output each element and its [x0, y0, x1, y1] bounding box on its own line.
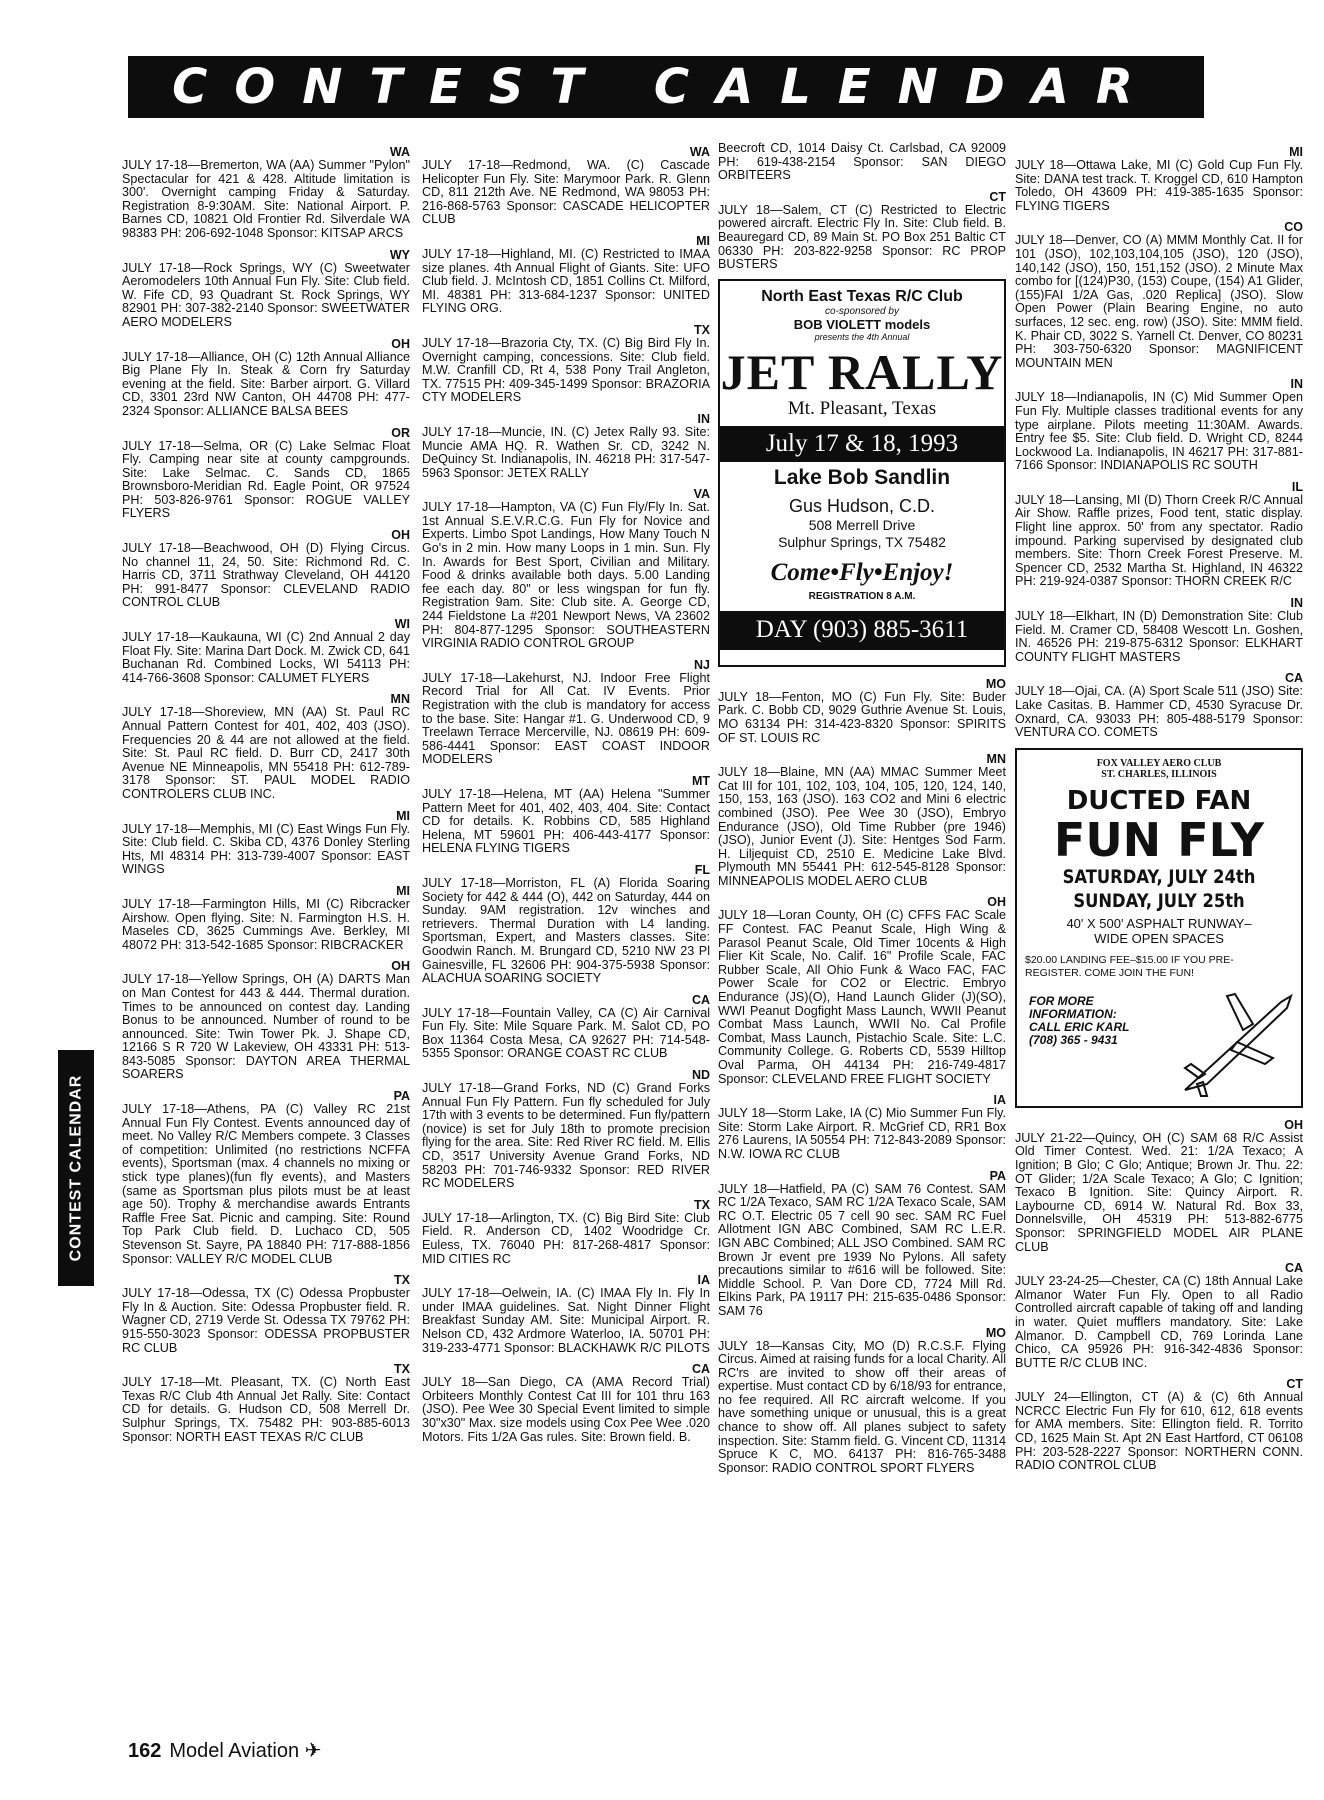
contest-listing: JULY 21-22—Quincy, OH (C) SAM 68 R/C Assist Old Timer Contest. Wed. 21: 1/2A Texaco; A Ignition; B Glo; C Glo; Antique; Brown Jr. Thu. 22: OT Glider; 1/2A Scale Texaco; A Glo; C Ignition; Texaco B Ignition. Site: Quincy Airport. R. Laybourne CD, 6914 W. Natural Rd. Box 33, Donnelsville, OH 45319 PH: 513-882-6775 Sponsor: SPRINGFIELD MODEL AIR PLANE CLUB: [1015, 1130, 1303, 1254]
state-code: FL: [694, 862, 710, 877]
contest-listing: JULY 18—Ojai, CA. (A) Sport Scale 511 (JSO) Site: Lake Casitas. B. Hammer CD, 4530 Syracuse Dr. Oxnard, CA. 93033 PH: 805-488-5179 Sponsor: VENTURA CO. COMETS: [1015, 684, 1303, 740]
ad-headline-2: FUN FLY: [1053, 812, 1265, 867]
contest-listing: JULY 18—Salem, CT (C) Restricted to Electric powered aircraft. Electric Fly In. Site: Club field. B. Beauregard CD, 89 Main St. PO Box 251 Baltic CT 06330 PH: 203-822-9258 Sponsor: RC PROP BUSTERS: [718, 202, 1006, 272]
contest-listing: JULY 18—Elkhart, IN (D) Demonstration Site: Club Field. M. Cramer CD, 58408 Wescott Ln. Goshen, IN. 46526 PH: 219-875-6312 Sponsor: ELKHART COUNTY FLIGHT MASTERS: [1015, 609, 1303, 664]
state-code: CT: [1286, 1377, 1303, 1392]
contest-listing: JULY 17-18—Hampton, VA (C) Fun Fly/Fly In. Sat. 1st Annual S.E.V.R.C.G. Fun Fly for Novice and Experts. Limbo Spot Landings, How Many Touch N Go's in 2 min. How many Loops in 1 min. Sun. Fly In. Awards for Best Sport, Civilian and Military. Food & drinks available both days. 5.00 Landing fee each day. 80" or less wingspan for fun fly. Registration 9am. Site: Club site. A. George CD, 244 Fieldstone La #201 Newport News, VA 23602 PH: 804-877-1295 Sponsor: SOUTHEASTERN VIRGINIA RADIO CONTROL GROUP: [422, 500, 710, 651]
ad-sunday: SUNDAY, JULY 25th: [1073, 889, 1245, 912]
contest-listing: JULY 17-18—Athens, PA (C) Valley RC 21st Annual Fun Fly Contest. Events announced day of meet. No Valley R/C Members compete. 3 Classes of competition: Unlimited (no restrictions NCFFA events), Sportsman (max. 4 channels no mixing or stick type planes)(fun fly events), and Masters (same as Sportsman plus pilots must be at least age 50). Trophy & merchandise awards Entrants Raffle Free Sat. Picnic and camping. Site: Round Top Park Club field. D. Luchaco CD, 505 Stevenson St. Sayre, PA 18840 PH: 717-888-1856 Sponsor: VALLEY R/C MODEL CLUB: [122, 1102, 410, 1266]
ad-phone: DAY (903) 885-3611: [720, 611, 1004, 650]
contest-listing: JULY 17-18—Beachwood, OH (D) Flying Circus. No channel 11, 24, 50. Site: Richmond Rd. C. Harris CD, 3711 Strathway Cleveland, OH 44120 PH: 991-8477 Sponsor: CLEVELAND RADIO CONTROL CLUB: [122, 541, 410, 610]
state-code: IA: [697, 1273, 710, 1288]
ad-club-name: North East Texas R/C Club: [761, 287, 963, 305]
page-footer: [128, 1738, 321, 1763]
contest-listing: JULY 18—Indianapolis, IN (C) Mid Summer Open Fun Fly. Multiple classes traditional events for any type airplane. Pilots meeting 11:30AM. Awards. Entry fee $5. Site: Club field. D. Wright CD, 8244 Lockwood La. Indianapolis, IN 46217 PH: 317-881-7166 Sponsor: INDIANAPOLIS RC SOUTH: [1015, 390, 1303, 473]
ad-register: REGISTER. COME JOIN THE FUN!: [1025, 966, 1194, 979]
ad-runway: 40' X 500' ASPHALT RUNWAY–: [1066, 915, 1252, 931]
contest-listing: JULY 17-18—Muncie, IN. (C) Jetex Rally 93. Site: Muncie AMA HQ. R. Wathen Sr. CD, 3242 N. DeQuincy St. Indianapolis, IN. 46218 PH: 317-547-5963 Sponsor: JETEX RALLY: [422, 424, 710, 480]
ad-headline-1: DUCTED FAN: [1066, 785, 1252, 816]
state-code: MO: [985, 1325, 1006, 1340]
ad-address-line-2: Sulphur Springs, TX 75482: [778, 533, 946, 550]
state-code: TX: [394, 1273, 410, 1288]
state-code: CA: [691, 992, 710, 1007]
state-code: OH: [987, 895, 1006, 910]
contest-listing: JULY 18—Loran County, OH (C) CFFS FAC Scale FF Contest. FAC Peanut Scale, High Wing & Parasol Peanut Scale, Old Timer 10cents & High Flier Kit Scale, No. Calif. 16" Profile Scale, FAC Rubber Scale, All Ohio Funk & Waco FAC, FAC Power Scale for CO2 or Electric. Embryo Endurance (JS)(O), Hand Launch Glider (J)(SO), WWI Peanut Dogfight Mass Launch, WWII Peanut Combat Mass Launch, WWII No. Cal Profile Combat, Mass Launch, Pistachio Scale. Site: L.C. Community College. G. Roberts CD, 5539 Hilltop Oval Parma, OH 44134 PH: 216-749-4817 Sponsor: CLEVELAND FREE FLIGHT SOCIETY: [718, 908, 1006, 1086]
contest-listing: JULY 23-24-25—Chester, CA (C) 18th Annual Lake Almanor Water Fun Fly. Open to all Radio Controlled aircraft capable of taking off and landing in water. Quiet mufflers mandatory. Site: Lake Almanor. D. Campbell CD, 769 Lorinda Lane Chico, CA 95926 PH: 916-342-4836 Sponsor: BUTTE R/C CLUB INC.: [1015, 1274, 1303, 1370]
contest-listing: JULY 18—Fenton, MO (C) Fun Fly. Site: Buder Park. C. Bobb CD, 9029 Guthrie Avenue St. Louis, MO 63134 PH: 314-423-8320 Sponsor: SPIRITS OF ST. LOUIS RC: [718, 689, 1006, 745]
state-code: WA: [389, 145, 410, 159]
contest-listing: Beecroft CD, 1014 Daisy Ct. Carlsbad, CA 92009 PH: 619-438-2154 Sponsor: SAN DIEGO ORBITEERS: [718, 142, 1006, 183]
state-code: TX: [394, 1362, 410, 1377]
state-code: PA: [989, 1168, 1006, 1183]
contest-listing: JULY 17-18—Mt. Pleasant, TX. (C) North East Texas R/C Club 4th Annual Jet Rally. Site: Contact CD for details. G. Hudson CD, 508 Merrell Dr. Sulphur Springs, TX. 75482 PH: 903-885-6013 Sponsor: NORTH EAST TEXAS R/C CLUB: [122, 1375, 410, 1444]
state-code: CA: [1284, 1261, 1303, 1276]
state-code: IN: [1290, 377, 1303, 392]
arrow-icon: ✈: [304, 1740, 322, 1762]
ad-club-name: FOX VALLEY AERO CLUB: [1096, 757, 1222, 769]
contest-listing: JULY 17-18—Selma, OR (C) Lake Selmac Float Fly. Camping near site at county campgrounds. Site: Lake Selmac. C. Sands CD, 1865 Brownsboro-Meridian Rd. Eagle Point, OR 97524 PH: 503-826-9761 Sponsor: ROGUE VALLEY FLYERS: [122, 438, 410, 521]
contest-listing: JULY 17-18—Alliance, OH (C) 12th Annual Alliance Big Plane Fly In. Steak & Corn fry Saturday evening at the field. Site: Barber airport. G. Villard CD, 3301 23rd NW Canton, OH 44708 PH: 477-2324 Sponsor: ALLIANCE BALSA BEES: [122, 349, 410, 418]
ad-club-city: ST. CHARLES, ILLINOIS: [1101, 768, 1217, 780]
contest-listing: JULY 17-18—Oelwein, IA. (C) IMAA Fly In. Fly In under IMAA guidelines. Sat. Night Dinner Flight Breakfast Sunday AM. Site: Municipal Airport. R. Nelson CD, 432 Ardmore Waterloo, IA. 50701 PH: 319-233-4771 Sponsor: BLACKHAWK R/C PILOTS: [422, 1286, 710, 1355]
state-code: MN: [390, 692, 410, 707]
ad-fee: $20.00 LANDING FEE–$15.00 IF YOU PRE-: [1025, 953, 1234, 966]
state-code: WA: [689, 145, 710, 159]
contest-listing: JULY 18—Blaine, MN (AA) MMAC Summer Meet Cat III for 101, 102, 103, 104, 105, 120, 124, 140, 150, 153, 163 (JSO). 163 CO2 and Mini 6 electric combined (JSO). Pee Wee 30 (JSO), Embryo Endurance (JSO), Old Time Rubber (pre 1946) (JSO), Junior Event (J). Site: Hentges Sod Farm. H. Liljequist CD, 2510 E. Medicine Lake Blvd. Plymouth MN 55441 PH: 612-545-8128 Sponsor: MINNEAPOLIS MODEL AERO CLUB: [718, 765, 1006, 888]
jet-rally-ad: [718, 279, 1006, 667]
contest-listing: JULY 17-18—Shoreview, MN (AA) St. Paul RC Annual Pattern Contest for 401, 402, 403 (JSO). Frequencies 20 & 44 are not allowed at the field. Site: St. Paul RC field. D. Burr CD, 2417 30th Avenue NE Minneapolis, MN 55418 PH: 612-789-3178 Sponsor: ST. PAUL MODEL RADIO CONTROLERS CLUB INC.: [122, 705, 410, 801]
contest-listing: JULY 18—San Diego, CA (AMA Record Trial) Orbiteers Monthly Contest Cat III for 101 thru 163 (JSO). Pee Wee 30 Special Event limited to simple 30"x30" Max. size models using Cox Pee Wee .020 Motors. Fits 1/2A Gas rules. Site: Brown field. B.: [422, 1375, 710, 1444]
contest-listing: JULY 17-18—Yellow Springs, OH (A) DARTS Man on Man Contest for 443 & 444. Thermal duration. Times to be announced on contest day. Landing Bonus to be announced. Number of round to be announced. Site: Twin Tower Pk. J. Shape CD, 12166 S R 720 W Lakeview, OH 43331 PH: 513-843-5085 Sponsor: DAYTON AREA THERMAL SOARERS: [122, 972, 410, 1082]
state-code: OH: [391, 336, 410, 351]
contest-listing: JULY 17-18—Farmington Hills, MI (C) Ribcracker Airshow. Open flying. Site: N. Farmington H.S. H. Maseles CD, 3625 Cummings Ave. Berkley, MI 48072 PH: 313-542-1685 Sponsor: RIBCRACKER: [122, 896, 410, 952]
publication-name: Model Aviation: [169, 1740, 300, 1762]
state-code: MI: [396, 883, 410, 898]
state-code: OH: [391, 528, 410, 543]
ad-info-line-1: FOR MORE: [1029, 993, 1094, 1008]
ad-info-line-2: INFORMATION:: [1029, 1006, 1117, 1021]
contest-listing: JULY 18—Lansing, MI (D) Thorn Creek R/C Annual Air Show. Raffle prizes, Food tent, static display. Flight line approx. 50' from any spectator. Radio impound. Parking supervised by designated club members. Site: Thorn Creek Forest Preserve. M. Spencer CD, 2532 Martha St. Highland, IN 46322 PH: 219-924-0387 Sponsor: THORN CREEK R/C: [1015, 492, 1303, 589]
ad-sponsor: BOB VIOLETT models: [793, 316, 931, 332]
state-code: CT: [989, 189, 1006, 204]
contest-listing: JULY 17-18—Morriston, FL (A) Florida Soaring Society for 442 & 444 (O), 442 on Saturday, 444 on Sunday. 9AM registration. 12v winches and retrievers. Thermal Duration with L4 landing. Sportsman, Expert, and Masters classes. Site: Goodwin Ranch. M. Brungard CD, 5210 NW 23 Pl Gainesville, FL 32606 PH: 904-375-5938 Sponsor: ALACHUA SOARING SOCIETY: [422, 875, 710, 986]
state-code: TX: [694, 322, 710, 337]
state-code: TX: [694, 1197, 710, 1212]
ad-location: Mt. Pleasant, Texas: [787, 397, 937, 419]
state-code: MO: [985, 676, 1006, 691]
contest-listing: JULY 17-18—Highland, MI. (C) Restricted to IMAA size planes. 4th Annual Flight of Giants. Site: UFO Club field. J. McIntosh CD, 1851 Collins Ct. Milford, MI. 48381 PH: 313-684-1237 Sponsor: UNITED FLYING ORG.: [422, 246, 710, 316]
contest-listing: JULY 18—Ottawa Lake, MI (C) Gold Cup Fun Fly. Site: DANA test track. T. Kroggel CD, 610 Hampton Toledo, OH 43609 PH: 419-385-1635 Sponsor: FLYING TIGERS: [1015, 158, 1303, 213]
state-code: CA: [691, 1362, 710, 1377]
ad-slogan: Come•Fly•Enjoy!: [770, 558, 954, 586]
contest-listing: JULY 17-18—Rock Springs, WY (C) Sweetwater Aeromodelers 10th Annual Fun Fly. Site: Club field. W. Fife CD, 93 Quadrant St. Rock Springs, WY 82901 PH: 307-382-2140 Sponsor: SWEETWATER AERO MODELERS: [122, 260, 410, 329]
page-title: CONTEST CALENDAR: [172, 59, 1160, 115]
contest-listing: JULY 17-18—Arlington, TX. (C) Big Bird Site: Club Field. R. Anderson CD, 1402 Woodridge Cr. Euless, TX. 76040 PH: 817-268-4817 Sponsor: MID CITIES RC: [422, 1210, 710, 1266]
column-4: [1015, 142, 1303, 1702]
ad-jet-rally-title: JET RALLY: [720, 343, 1004, 400]
state-code: IA: [993, 1093, 1006, 1108]
contest-listing: JULY 17-18—Fountain Valley, CA (C) Air Carnival Fun Fly. Site: Mile Square Park. M. Salot CD, PO Box 11364 Costa Mesa, CA 92627 PH: 714-548-5355 Sponsor: ORANGE COAST RC CLUB: [422, 1005, 710, 1061]
ad-lake: Lake Bob Sandlin: [773, 465, 951, 489]
state-code: VA: [693, 487, 710, 502]
contest-calendar-banner: [128, 56, 1204, 118]
state-code: IN: [697, 411, 710, 426]
jet-plane-icon: [1177, 988, 1297, 1098]
state-code: NJ: [694, 657, 710, 672]
state-code: OH: [1284, 1117, 1303, 1132]
ad-open-spaces: WIDE OPEN SPACES: [1094, 930, 1224, 946]
state-code: OH: [391, 959, 410, 974]
state-code: WI: [394, 617, 410, 632]
contest-listing: JULY 17-18—Helena, MT (AA) Helena "Summer Pattern Meet for 401, 402, 403, 404. Site: Contact CD for details. K. Robbins CD, 585 Highland Helena, MT 59601 PH: 406-443-4177 Sponsor: HELENA FLYING TIGERS: [422, 786, 710, 856]
contest-listing: JULY 17-18—Redmond, WA. (C) Cascade Helicopter Fun Fly. Site: Marymoor Park. R. Glenn CD, 811 212th Ave. NE Redmond, WA 98053 PH: 216-868-5763 Sponsor: CASCADE HELICOPTER CLUB: [422, 158, 710, 227]
state-code: MI: [396, 808, 410, 823]
page-number: 162: [128, 1740, 162, 1762]
contest-listing: JULY 18—Kansas City, MO (D) R.C.S.F. Flying Circus. Aimed at raising funds for a local Charity. All RC'rs are invited to show off their areas of expertise. Must contact CD by 6/18/93 for entrance, no fee required. All RC aircraft welcome. If you have something unique or unusual, this is a great chance to show off. All planes subject to safety inspection. Site: Stamm field. G. Vincent CD, 11314 Spruce K C, MO. 64137 PH: 816-765-3488 Sponsor: RADIO CONTROL SPORT FLYERS: [718, 1338, 1006, 1475]
section-side-tab: [58, 1050, 94, 1286]
contest-listing: JULY 17-18—Bremerton, WA (AA) Summer "Pylon" Spectacular for 421 & 428. Altitude limitation is 300'. Overnight camping Friday & Saturday. Registration 8-9:30AM. Site: National Airport. P. Barnes CD, 10821 Old Frontier Rd. Silverdale WA 98383 PH: 206-692-1048 Sponsor: KITSAP ARCS: [122, 158, 410, 240]
side-tab-label: CONTEST CALENDAR: [67, 1074, 85, 1262]
state-code: MN: [986, 752, 1006, 767]
ad-info-line-4: (708) 365 - 9431: [1029, 1032, 1118, 1047]
state-code: OR: [391, 425, 410, 440]
contest-listing: JULY 18—Hatfield, PA (C) SAM 76 Contest. SAM RC 1/2A Texaco, SAM RC 1/2A Texaco Scale, SAM RC O.T. Electric 05 7 cell 90 sec. SAM RC Fuel Allotment IGN ABC Combined, SAM RC L.E.R. IGN ABC Combined; ALL JSO Combined. SAM RC Brown Jr event pre 1939 No Pylons. All safety precautions similar to #616 will be followed. Site: Middle School. P. Van Dore CD, 7724 Mill Rd. Elkins Park, PA 19117 PH: 215-635-0486 Sponsor: SAM 76: [718, 1181, 1006, 1318]
contest-listing: JULY 24—Ellington, CT (A) & (C) 6th Annual NCRCC Electric Fun Fly for 610, 612, 618 events for AMA members. Site: Ellington field. R. Torrito CD, 1625 Main St. Apt 2N East Hartford, CT 06108 PH: 203-528-2227 Sponsor: NORTHERN CONN. RADIO CONTROL CLUB: [1015, 1390, 1303, 1473]
ad-info-line-3: CALL ERIC KARL: [1029, 1019, 1130, 1034]
ad-contest-director: Gus Hudson, C.D.: [788, 495, 936, 516]
state-code: CO: [1284, 220, 1303, 235]
contest-listing: JULY 17-18—Grand Forks, ND (C) Grand Forks Annual Fun Fly Pattern. Fun fly scheduled for July 17th with 3 events to be determined. Fun fly/pattern (novice) is set for July 18th to promote precision flying for the area. Site: Red River RC field. M. Ellis CD, 3517 University Avenue Grand Forks, ND 58203 PH: 701-746-9332 Sponsor: RED RIVER RC MODELERS: [422, 1081, 710, 1191]
state-code: MT: [691, 773, 710, 788]
contest-listing: JULY 17-18—Odessa, TX (C) Odessa Propbuster Fly In & Auction. Site: Odessa Propbuster field. R. Wagner CD, 2719 Verde St. Odessa TX 79762 PH: 915-550-3023 Sponsor: ODESSA PROPBUSTER RC CLUB: [122, 1286, 410, 1355]
contest-listing: JULY 18—Denver, CO (A) MMM Monthly Cat. II for 101 (JSO), 102,103,104,105 (JSO), 120 (JSO), 140,142 (JSO), 150, 151,152 (JSO). 2 Minute Max combo for [(124)P30, (153) Coupe, (154) A1 Glider, (155)FAI 1/2A Gas, .020 Replica] (JSO). Slow Open Power (Plain Bearing Engine, no auto surfaces, 12 sec. eng. row) (JSO). Site: MMM field. K. Phair CD, 3022 S. Yarnell Ct. Denver, CO 80231 PH: 303-750-6320 Sponsor: MAGNIFICENT MOUNTAIN MEN: [1015, 233, 1303, 370]
state-code: IN: [1290, 596, 1303, 611]
ad-presents: presents the 4th Annual: [814, 331, 910, 342]
contest-listing: JULY 17-18—Lakehurst, NJ. Indoor Free Flight Record Trial for All Cat. IV Events. Prior Registration with the club is mandatory for access to the base. Site: Hangar #1. G. Underwood CD, 9 Treelawn Terrace Mercerville, NJ. 08619 PH: 609-586-4441 Sponsor: EAST COAST INDOOR MODELERS: [422, 670, 710, 767]
state-code: MI: [696, 233, 710, 248]
state-code: PA: [393, 1089, 410, 1104]
ad-saturday: SATURDAY, JULY 24th: [1062, 865, 1256, 888]
column-2: [422, 142, 710, 1702]
state-code: ND: [691, 1068, 710, 1083]
state-code: CA: [1284, 671, 1303, 686]
ad-registration: REGISTRATION 8 A.M.: [808, 590, 916, 602]
contest-listing: JULY 18—Storm Lake, IA (C) Mio Summer Fun Fly. Site: Storm Lake Airport. R. McGrief CD, RR1 Box 276 Laurens, IA 50554 PH: 712-843-2089 Sponsor: N.W. IOWA RC CLUB: [718, 1106, 1006, 1161]
contest-listing: JULY 17-18—Brazoria Cty, TX. (C) Big Bird Fly In. Overnight camping, concessions. Site: Club field. M.W. Cranfill CD, Rt 4, 538 Pony Trail Angleton, TX. 77515 PH: 409-345-1499 Sponsor: BRAZORIA CTY MODELERS: [422, 335, 710, 405]
contest-listing: JULY 17-18—Kaukauna, WI (C) 2nd Annual 2 day Float Fly. Site: Marina Dart Dock. M. Zwick CD, 641 Buchanan Rd. Combined Locks, WI 54113 PH: 414-766-3608 Sponsor: CALUMET FLYERS: [122, 630, 410, 685]
state-code: WY: [389, 247, 410, 262]
column-1: [122, 142, 410, 1702]
ducted-fan-ad: [1015, 748, 1303, 1108]
contest-listing: JULY 17-18—Memphis, MI (C) East Wings Fun Fly. Site: Club field. C. Skiba CD, 4376 Donley Sterling Hts, MI 48314 PH: 313-739-4007 Sponsor: EAST WINGS: [122, 821, 410, 877]
ad-address-line-1: 508 Merrell Drive: [808, 516, 916, 533]
ad-cosponsored: co-sponsored by: [825, 305, 899, 317]
state-code: IL: [1291, 479, 1303, 494]
column-3: [718, 142, 1006, 1702]
ad-dates: July 17 & 18, 1993: [720, 426, 1004, 462]
state-code: MI: [1289, 145, 1303, 159]
